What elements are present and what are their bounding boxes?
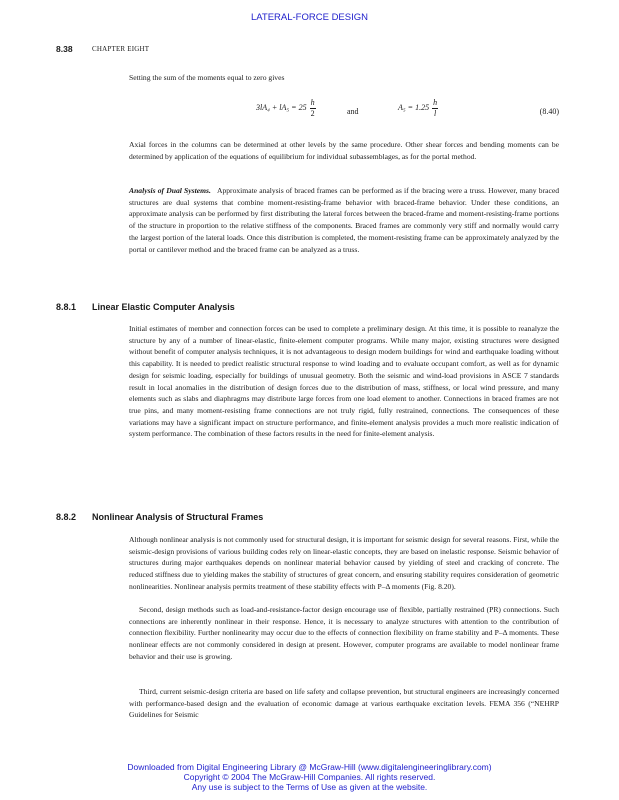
paragraph-linear-elastic: Initial estimates of member and connection forces can be used to complete a preliminary design. At this time, it is possible to reanalyze the structure by any of a number of linear-elastic, finite-element computer programs. While many major, existing structures were designed without benefit of computer analysis techniques, it is not advantageous to design modern buildings for wind and earthquake loading without this capability. It is needed to predict realistic structural response to wind loading and to evaluate occupant comfort, as well as for dynamic design for seismic loading, especially for buildings of unusual geometry. Both the seismic and wind-load provisions in ASCE 7 standards result in local anomalies in the distribution of design forces due to the distribution of mass, stiffness, or local wind pressure, and many elements such as slabs and diaphragms may distribute large forces from one load element to another. Connections in braced frames are not true pins, and many moment-resisting frame connections are not truly rigid, fully restrained, connections. The consequences of these variations may have a significant impact on structure performance, and finite-element analysis provides a much more realistic indication of system performance. The combination of these factors results in the need for finite-element analysis. — [129, 324, 559, 439]
fraction-numerator: h — [310, 98, 315, 107]
paragraph-axial-forces: Axial forces in the columns can be determined at other levels by the same procedure. Other shear forces and bending moments can be determined by application of the equations of equilibrium for individual subassemblages, as for the portal method. — [129, 140, 559, 161]
fraction-numerator: h — [433, 98, 438, 107]
footer-copyright: Copyright © 2004 The McGraw-Hill Companies. All rights reserved. — [183, 772, 436, 782]
fraction-h-over-2 — [310, 98, 316, 119]
intro-text: Setting the sum of the moments equal to zero gives — [129, 73, 285, 82]
equation-right — [398, 98, 439, 119]
paragraph-dual-systems — [129, 185, 559, 255]
dual-systems-heading: Analysis of Dual Systems. — [129, 186, 211, 195]
equation-right-term: A₅ = 1.25 — [398, 103, 430, 113]
section-number: 8.8.1 — [56, 302, 77, 312]
section-heading-8-8-2 — [56, 512, 263, 522]
section-title: Linear Elastic Computer Analysis — [92, 302, 235, 312]
equation-8-40 — [129, 98, 559, 128]
paragraph-nonlinear-2: Second, design methods such as load-and-resistance-factor design encourage use of flexible, partially restrained (PR) connections. Such connections are inherently nonlinear in their response. Hence, it is necessary to analyze structures with attention to the contribution of connection flexibility. Further nonlinearity may occur due to the effects of connection flexibility on frame stability and P–Δ moments. These nonlinear effects are not commonly considered in design at present. However, computer programs are available to model nonlinear frame behavior and their use is growing. — [129, 605, 559, 661]
page-number: 8.38 — [56, 44, 73, 54]
fraction-h-over-l — [432, 98, 438, 119]
equation-left — [256, 98, 317, 119]
section-title: Nonlinear Analysis of Structural Frames — [92, 512, 264, 522]
footer-download-link[interactable]: Downloaded from Digital Engineering Library @ McGraw-Hill (www.digitalengineeringlibrary.com) — [127, 762, 492, 772]
section-number: 8.8.2 — [56, 512, 77, 522]
paragraph-nonlinear-1: Although nonlinear analysis is not commonly used for structural design, it is important for seismic design for several reasons. First, while the seismic-design provisions of various building codes rely on linear-elastic concepts, they are based on inelastic response. Seismic behavior of structures during major earthquakes depends on nonlinear material behavior caused by yielding of steel and cracking of concrete. The reduced stiffness due to yielding makes the stability of structures of great concern, and ensuring stability requires consideration of geometric nonlinearities. Nonlinear analysis permits treatment of these stability effects with P–Δ moments (Fig. 8.20). — [129, 535, 559, 591]
chapter-label: CHAPTER EIGHT — [92, 45, 150, 53]
equation-connector: and — [347, 107, 359, 116]
section-heading-8-8-1 — [56, 302, 235, 312]
footer-terms-link[interactable]: Any use is subject to the Terms of Use as given at the website. — [191, 782, 428, 792]
fraction-denominator: l — [433, 109, 437, 118]
running-header-banner: LATERAL-FORCE DESIGN — [250, 12, 368, 23]
equation-number: (8.40) — [539, 107, 559, 116]
dual-systems-body: Approximate analysis of braced frames can be performed as if the bracing were a truss. However, many braced structures are dual systems that combine moment-resisting-frame behavior with braced-frame behavior. Under these conditions, an approximate analysis can be performed by first distributing the lateral forces between the braced-frame and moment-resisting-frame portions of the structure in proportion to the relative stiffness of the components. Braced frames are commonly very stiff and normally would carry the largest portion of the lateral loads. Once this distribution is completed, the moment-resisting frame can be approximately analyzed by the portal or cantilever method and the braced frame can be analyzed as a truss. — [129, 186, 560, 254]
paragraph-nonlinear-3: Third, current seismic-design criteria are based on life safety and collapse prevention, but structural engineers are increasingly concerned with performance-based design and the evaluation of economic damage at various earthquake excitation levels. FEMA 356 (“NEHRP Guidelines for Seismic — [129, 687, 559, 720]
equation-left-term: 3lA₄ + lA₅ = 25 — [256, 103, 307, 113]
fraction-denominator: 2 — [310, 109, 315, 118]
